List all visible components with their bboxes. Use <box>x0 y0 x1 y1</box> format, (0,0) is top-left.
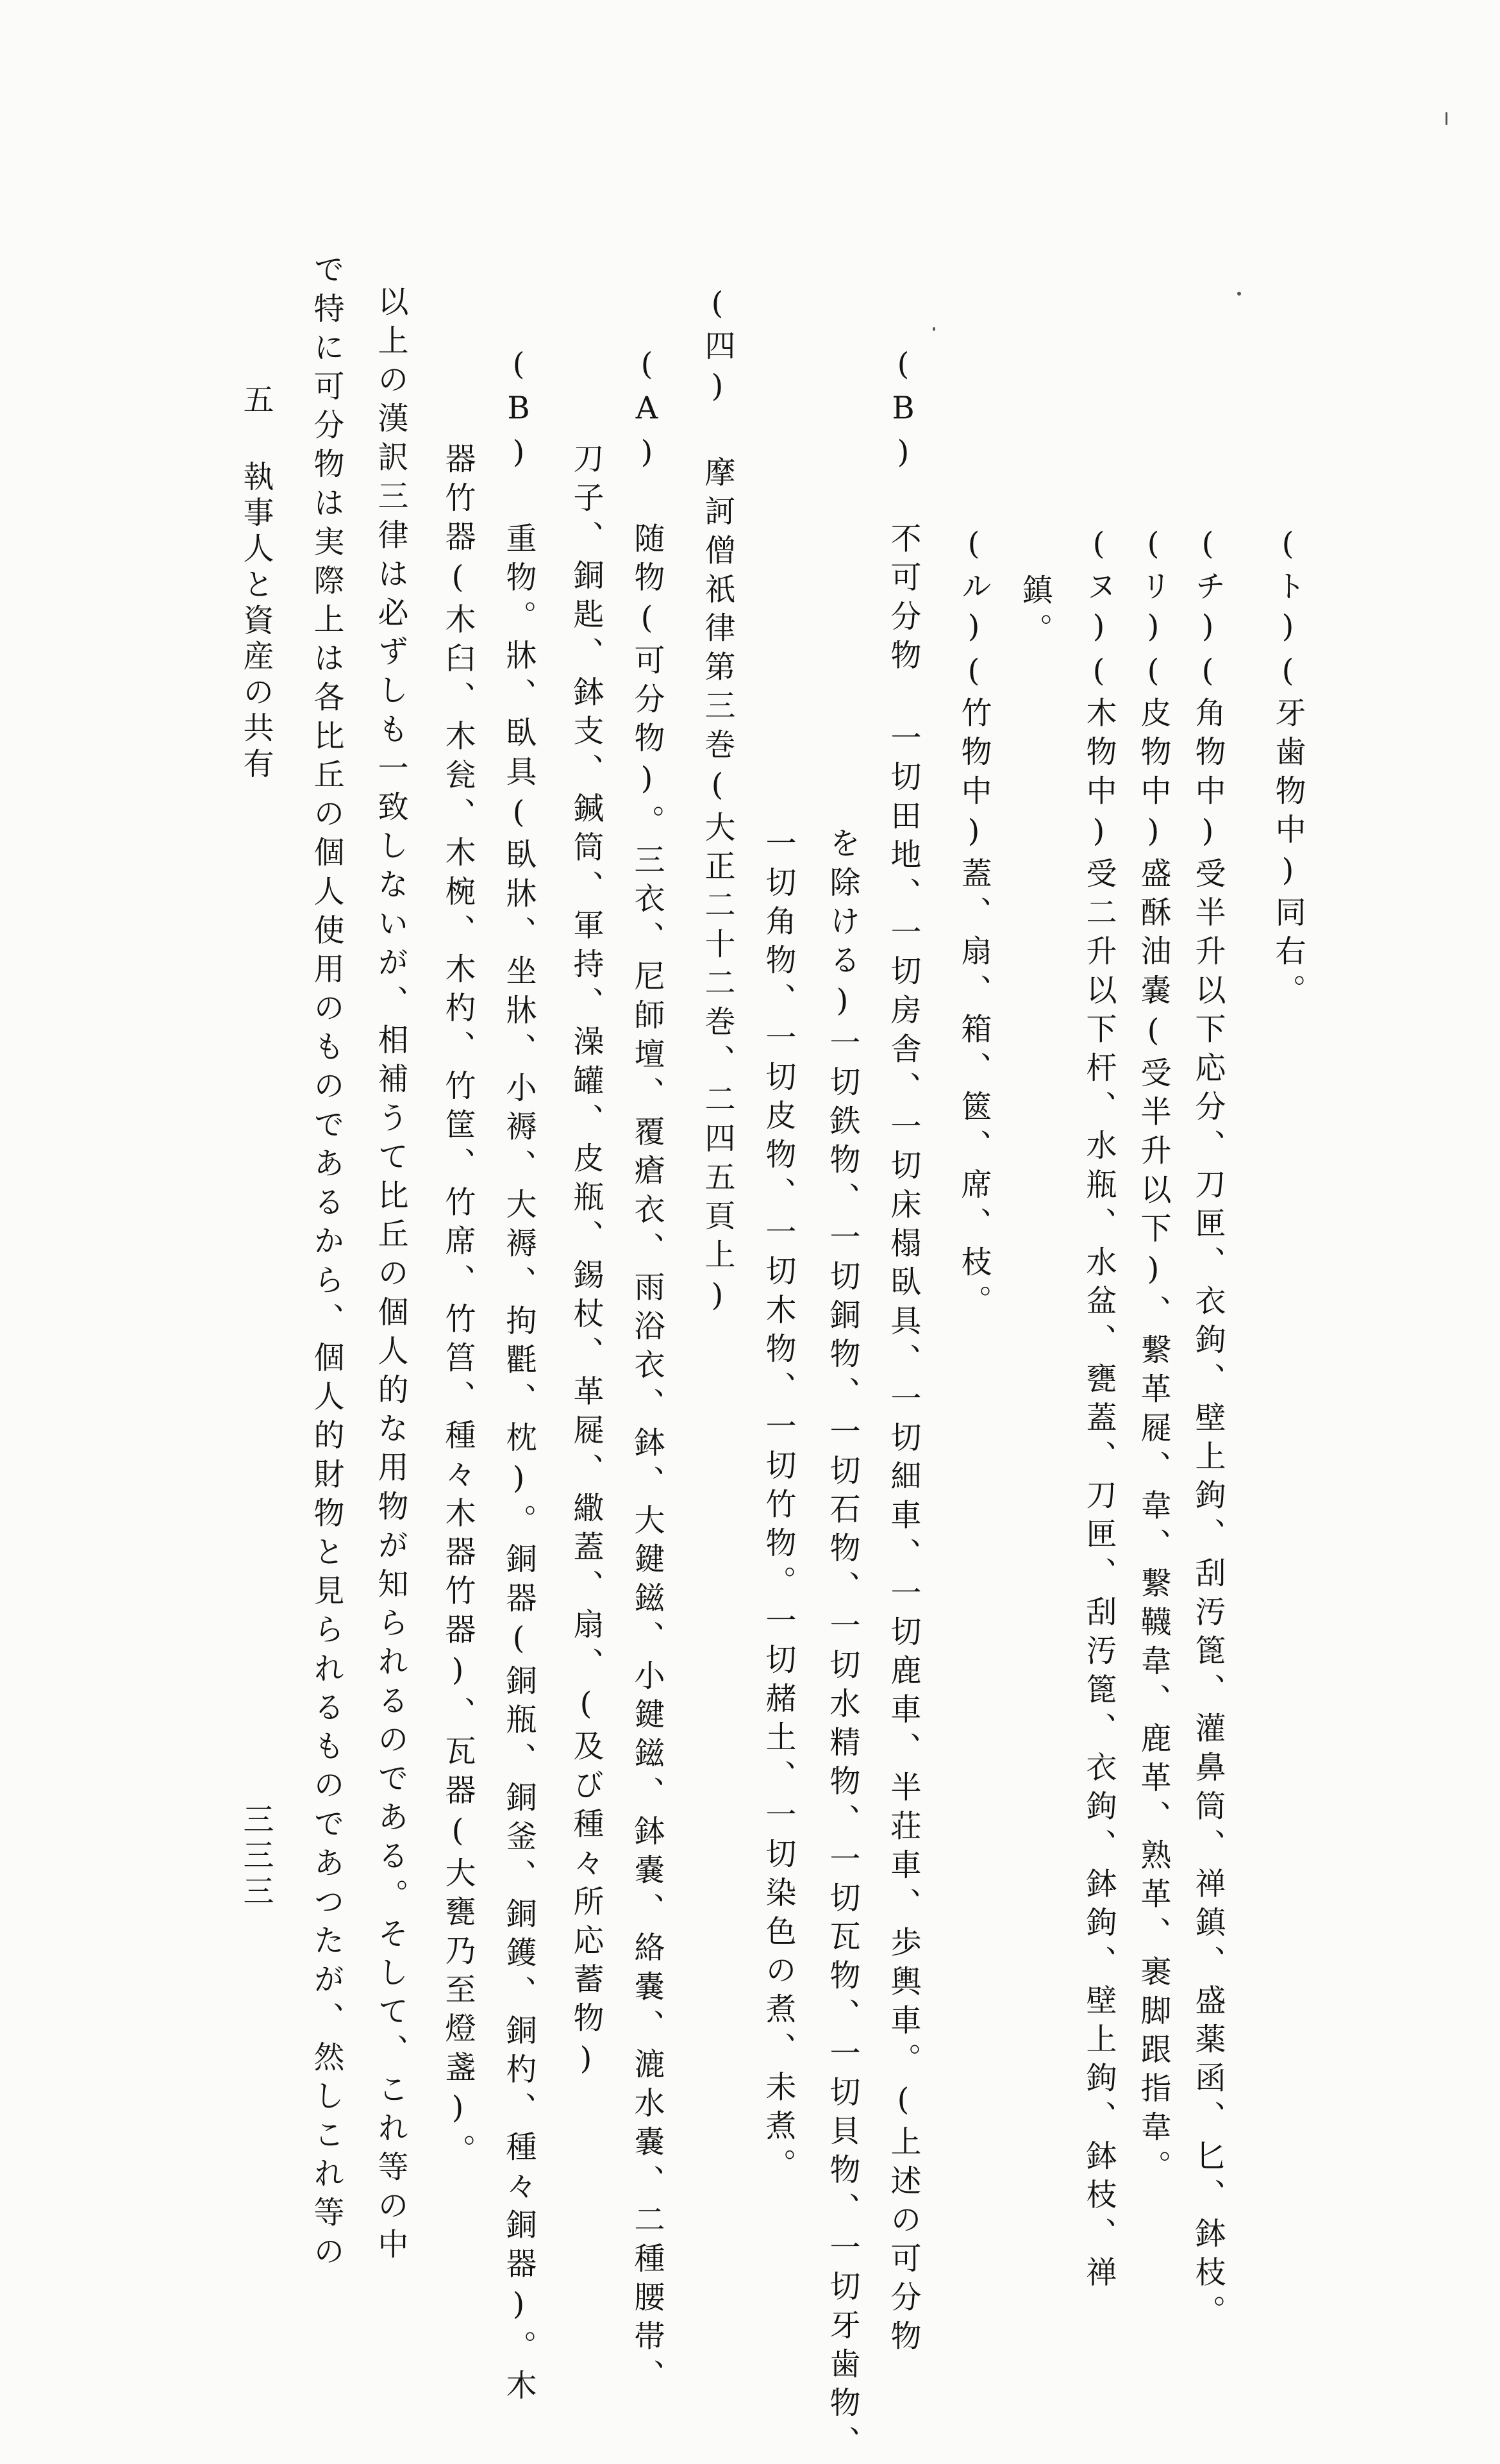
text-line: (ヌ)(木物中)受二升以下杆、水瓶、水盆、甕蓋、刀匣、刮汚篦、衣鉤、鉢鉤、壁上鉤、鉢枝、禅 <box>1081 526 1117 2295</box>
text-line: (ト)(牙歯物中)同右。 <box>1270 526 1306 1013</box>
text-line: (リ)(皮物中)盛酥油嚢(受半升以下)、繋革屣、韋、繋韈韋、鹿革、熟革、裹脚跟指韋。 <box>1135 526 1171 2189</box>
scan-speck <box>1237 292 1241 296</box>
text-line: 刀子、銅匙、鉢支、鍼筒、軍持、澡罐、皮瓶、錫杖、革屣、繖蓋、扇、(及び種々所応蓄物) <box>568 442 604 2085</box>
text-line: (A) 随物(可分物)。三衣、尼師壇、覆瘡衣、雨浴衣、鉢、大鍵鎡、小鍵鎡、鉢嚢、絡嚢、漉水嚢、二種腰帯、 <box>629 346 665 2398</box>
text-line: 鎮。 <box>1017 574 1053 652</box>
text-line: で特に可分物は実際上は各比丘の個人使用のものであるから、個人的財物と見られるものであつたが、然しこれ等の <box>308 253 344 2274</box>
text-line: (チ)(角物中)受半升以下応分、刀匣、衣鉤、壁上鉤、刮汚篦、灌鼻筒、禅鎮、盛薬函、匕、鉢枝。 <box>1190 526 1226 2334</box>
text-line: (B) 不可分物 一切田地、一切房舎、一切床榻臥具、一切細車、一切鹿車、半荘車、歩輿車。(上述の可分物 <box>885 346 921 2359</box>
text-line: (四) 摩訶僧祇律第三巻(大正二十二巻、二四五頁上) <box>699 285 735 1321</box>
text-line: 一切角物、一切皮物、一切木物、一切竹物。一切赭土、一切染色の煮、未煮。 <box>760 827 796 2187</box>
text-line: 器竹器(木臼、木瓮、木椀、木杓、竹筐、竹席、竹筥、種々木器竹器)、瓦器(大甕乃至燈盞)。 <box>440 442 476 2173</box>
running-header: 五 執事人と資産の共有 <box>238 383 274 784</box>
text-line: (ル)(竹物中)蓋、扇、箱、篋、席、枝。 <box>956 526 992 1323</box>
text-line: 以上の漢訳三律は必ずしも一致しないが、相補うて比丘の個人的な用物が知られるのである。そして、これ等の中 <box>372 285 408 2267</box>
scan-speck <box>933 327 935 331</box>
scan-speck <box>1446 112 1447 125</box>
page-number: 三三三 <box>238 1803 274 1911</box>
text-line: (B) 重物。牀、臥具(臥牀、坐牀、小褥、大褥、拘氍、枕)。銅器(銅瓶、銅釜、銅鑊、銅杓、種々銅器)。木 <box>501 346 537 2408</box>
text-line: を除ける)一切鉄物、一切銅物、一切石物、一切水精物、一切瓦物、一切貝物、一切牙歯物、 <box>824 827 860 2464</box>
